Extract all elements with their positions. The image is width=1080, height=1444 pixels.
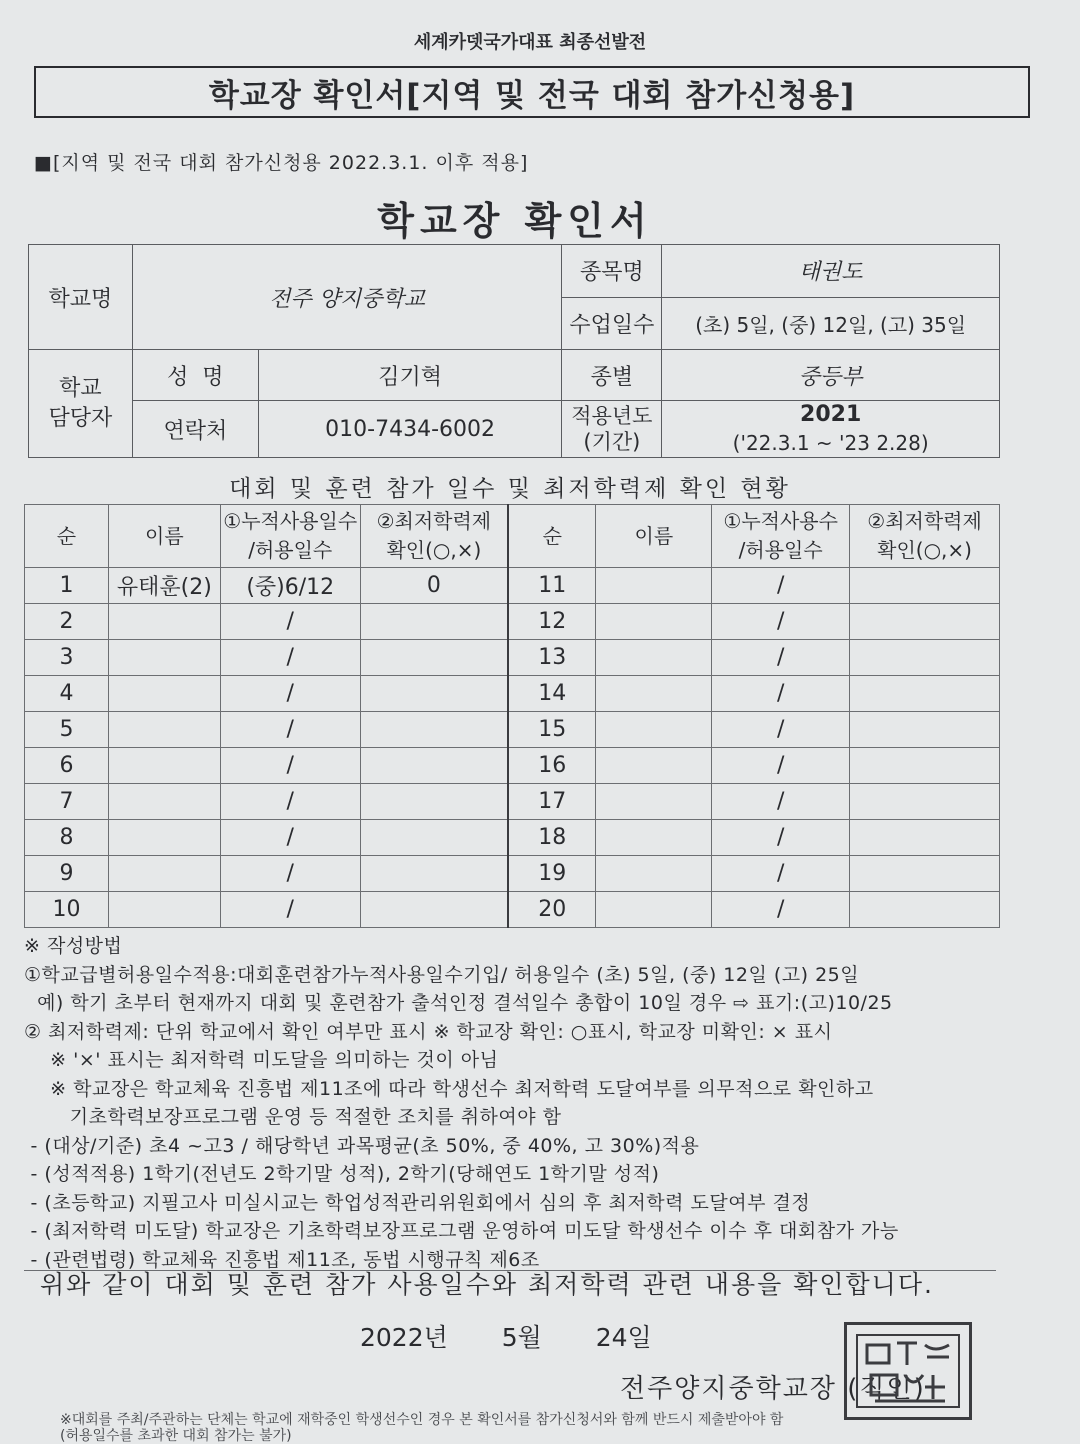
row-no: 5 bbox=[25, 712, 109, 748]
row-name bbox=[108, 604, 220, 640]
row-name: 유태훈(2) bbox=[108, 568, 220, 604]
row-name-right bbox=[596, 712, 712, 748]
row-no: 3 bbox=[25, 640, 109, 676]
row-min-academic bbox=[360, 712, 508, 748]
instruction-line: ①학교급별허용일수적용:대회훈련참가누적사용일수기입/ 허용일수 (초) 5일, (중) 12일 (고) 25일 bbox=[24, 963, 860, 986]
row-no-right: 17 bbox=[508, 784, 596, 820]
row-name bbox=[108, 784, 220, 820]
table-row bbox=[25, 712, 1000, 748]
row-min-academic-right bbox=[850, 784, 1000, 820]
contact-value: 010-7434-6002 bbox=[258, 401, 562, 458]
header-days-right: ①누적사용수 /허용일수 bbox=[712, 505, 850, 568]
instruction-line: 예) 학기 초부터 현재까지 대회 및 훈련참가 출석인정 결석일수 총합이 10일 경우 ⇨ 표기:(고)10/25 bbox=[24, 992, 893, 1014]
row-name-right bbox=[596, 820, 712, 856]
row-name bbox=[108, 856, 220, 892]
header-no: 순 bbox=[25, 505, 109, 568]
confirmation-statement: 위와 같이 대회 및 훈련 참가 사용일수와 최저학력 관련 내용을 확인합니다. bbox=[40, 1270, 934, 1299]
instruction-line: 기초학력보장프로그램 운영 등 적절한 조치를 취하여야 함 bbox=[24, 1106, 562, 1128]
row-min-academic-right bbox=[850, 820, 1000, 856]
row-days: / bbox=[220, 784, 360, 820]
instruction-line: - (성적적용) 1학기(전년도 2학기말 성적), 2학기(당해연도 1학기말 성적) bbox=[24, 1163, 660, 1185]
header-name-right: 이름 bbox=[596, 505, 712, 568]
footer-note bbox=[60, 1412, 783, 1444]
row-no: 9 bbox=[25, 856, 109, 892]
instruction-line: - (관련법령) 학교체육 진흥법 제11조, 동법 시행규칙 제6조 bbox=[24, 1248, 540, 1271]
row-min-academic-right bbox=[850, 604, 1000, 640]
table-row bbox=[25, 784, 1000, 820]
row-days: / bbox=[220, 856, 360, 892]
row-no-right: 14 bbox=[508, 676, 596, 712]
row-min-academic bbox=[360, 640, 508, 676]
form-subtitle: ■[지역 및 전국 대회 참가신청용 2022.3.1. 이후 적용] bbox=[34, 152, 529, 174]
row-days: / bbox=[220, 748, 360, 784]
row-name-right bbox=[596, 640, 712, 676]
header-min-academic-right: ②최저학력제 확인(○,×) bbox=[850, 505, 1000, 568]
row-no-right: 13 bbox=[508, 640, 596, 676]
name-value: 김기혁 bbox=[258, 350, 562, 401]
row-name bbox=[108, 892, 220, 928]
row-days-right: / bbox=[712, 676, 850, 712]
days-section-title: 대회 및 훈련 참가 일수 및 최저학력제 확인 현황 bbox=[229, 476, 791, 502]
table-row bbox=[25, 820, 1000, 856]
row-days-right: / bbox=[712, 712, 850, 748]
row-days-right: / bbox=[712, 640, 850, 676]
header-no-right: 순 bbox=[508, 505, 596, 568]
document-title: 학교장 확인서 bbox=[377, 199, 653, 243]
principal-signature: 전주양지중학교장 (직인) bbox=[620, 1374, 926, 1404]
name-label: 성 명 bbox=[132, 350, 258, 401]
row-min-academic bbox=[360, 784, 508, 820]
date-day: 24일 bbox=[595, 1323, 652, 1352]
school-info-table bbox=[28, 244, 1000, 458]
row-name-right bbox=[596, 676, 712, 712]
division-value: 중등부 bbox=[662, 350, 1000, 401]
footer-line: (허용일수를 초과한 대회 참가는 불가) bbox=[60, 1428, 292, 1444]
header-min-academic: ②최저학력제 확인(○,×) bbox=[360, 505, 508, 568]
row-name-right bbox=[596, 892, 712, 928]
row-no: 6 bbox=[25, 748, 109, 784]
school-name-value: 전주 양지중학교 bbox=[132, 245, 562, 350]
instruction-line: ※ 작성방법 bbox=[24, 935, 123, 957]
form-title-box bbox=[34, 66, 1030, 118]
period-label: 적용년도 (기간) bbox=[562, 401, 662, 458]
table-row bbox=[25, 676, 1000, 712]
row-days-right: / bbox=[712, 856, 850, 892]
row-days: / bbox=[220, 712, 360, 748]
row-min-academic-right bbox=[850, 856, 1000, 892]
instruction-line: ※ '×' 표시는 최저학력 미도달을 의미하는 것이 아님 bbox=[24, 1049, 499, 1071]
row-days: / bbox=[220, 640, 360, 676]
row-name-right bbox=[596, 748, 712, 784]
manager-label: 학교 담당자 bbox=[29, 350, 133, 458]
row-min-academic bbox=[360, 676, 508, 712]
instruction-line: ② 최저학력제: 단위 학교에서 확인 여부만 표시 ※ 학교장 확인: ○표시, 학교장 미확인: × 표시 bbox=[24, 1020, 833, 1043]
row-no: 4 bbox=[25, 676, 109, 712]
sport-label: 종목명 bbox=[562, 245, 662, 298]
row-min-academic-right bbox=[850, 748, 1000, 784]
header-days: ①누적사용일수 /허용일수 bbox=[220, 505, 360, 568]
row-days-right: / bbox=[712, 604, 850, 640]
row-days-right: / bbox=[712, 784, 850, 820]
row-no: 10 bbox=[25, 892, 109, 928]
row-no-right: 12 bbox=[508, 604, 596, 640]
row-min-academic-right bbox=[850, 640, 1000, 676]
row-days-right: / bbox=[712, 748, 850, 784]
row-min-academic bbox=[360, 856, 508, 892]
table-row bbox=[25, 856, 1000, 892]
official-seal-stamp bbox=[844, 1322, 972, 1420]
date-year: 2022년 bbox=[360, 1323, 448, 1352]
row-min-academic bbox=[360, 748, 508, 784]
seal-icon bbox=[853, 1331, 963, 1411]
row-name bbox=[108, 820, 220, 856]
row-no-right: 16 bbox=[508, 748, 596, 784]
row-days: / bbox=[220, 604, 360, 640]
row-name-right bbox=[596, 784, 712, 820]
row-min-academic bbox=[360, 820, 508, 856]
row-name bbox=[108, 748, 220, 784]
footer-line: ※대회를 주최/주관하는 단체는 학교에 재학중인 학생선수인 경우 본 확인서를 참가신청서와 함께 반드시 제출받아야 함 bbox=[60, 1412, 784, 1428]
school-name-label: 학교명 bbox=[29, 245, 133, 350]
row-no: 2 bbox=[25, 604, 109, 640]
row-days: (중)6/12 bbox=[220, 568, 360, 604]
row-min-academic-right bbox=[850, 892, 1000, 928]
period-value bbox=[662, 401, 1000, 458]
row-no-right: 18 bbox=[508, 820, 596, 856]
table-row bbox=[25, 568, 1000, 604]
form-title: 학교장 확인서[지역 및 전국 대회 참가신청용] bbox=[208, 77, 856, 114]
row-min-academic-right bbox=[850, 676, 1000, 712]
row-days-right: / bbox=[712, 568, 850, 604]
instruction-line: ※ 학교장은 학교체육 진흥법 제11조에 따라 학생선수 최저학력 도달여부를 의무적으로 확인하고 bbox=[24, 1077, 874, 1100]
row-no-right: 20 bbox=[508, 892, 596, 928]
event-header: 세계카뎃국가대표 최종선발전 bbox=[413, 32, 647, 53]
class-days-value: (초) 5일, (중) 12일, (고) 35일 bbox=[662, 297, 1000, 350]
row-no: 7 bbox=[25, 784, 109, 820]
row-min-academic-right bbox=[850, 712, 1000, 748]
row-days: / bbox=[220, 820, 360, 856]
class-days-label: 수업일수 bbox=[562, 297, 662, 350]
date-month: 5월 bbox=[501, 1323, 542, 1352]
row-min-academic bbox=[360, 892, 508, 928]
instruction-line: - (초등학교) 지필고사 미실시교는 학업성적관리위원회에서 심의 후 최저학력 도달여부 결정 bbox=[24, 1191, 811, 1214]
row-min-academic bbox=[360, 604, 508, 640]
row-min-academic: 0 bbox=[360, 568, 508, 604]
row-name bbox=[108, 676, 220, 712]
issue-date bbox=[360, 1318, 698, 1354]
header-name: 이름 bbox=[108, 505, 220, 568]
row-name bbox=[108, 640, 220, 676]
table-row bbox=[25, 640, 1000, 676]
row-days: / bbox=[220, 676, 360, 712]
row-name-right bbox=[596, 568, 712, 604]
table-header-row bbox=[25, 505, 1000, 568]
row-days: / bbox=[220, 892, 360, 928]
row-name-right bbox=[596, 604, 712, 640]
row-no-right: 11 bbox=[508, 568, 596, 604]
row-no-right: 19 bbox=[508, 856, 596, 892]
row-no: 1 bbox=[25, 568, 109, 604]
division-label: 종별 bbox=[562, 350, 662, 401]
writing-instructions bbox=[24, 932, 899, 1274]
instruction-line: - (최저학력 미도달) 학교장은 기초학력보장프로그램 운영하여 미도달 학생선수 이수 후 대회참가 가능 bbox=[24, 1220, 899, 1242]
participation-days-table bbox=[24, 504, 1000, 928]
instruction-line: - (대상/기준) 초4 ~고3 / 해당학년 과목평균(초 50%, 중 40%, 고 30%)적용 bbox=[24, 1134, 700, 1157]
table-row bbox=[25, 748, 1000, 784]
row-days-right: / bbox=[712, 892, 850, 928]
row-no-right: 15 bbox=[508, 712, 596, 748]
contact-label: 연락처 bbox=[132, 401, 258, 458]
period-year: 2021 bbox=[800, 402, 862, 427]
table-row bbox=[25, 604, 1000, 640]
sport-value: 태권도 bbox=[662, 245, 1000, 298]
row-days-right: / bbox=[712, 820, 850, 856]
row-min-academic-right bbox=[850, 568, 1000, 604]
row-name bbox=[108, 712, 220, 748]
period-range: ('22.3.1 ~ '23 2.28) bbox=[732, 431, 929, 455]
table-row bbox=[25, 892, 1000, 928]
row-no: 8 bbox=[25, 820, 109, 856]
row-name-right bbox=[596, 856, 712, 892]
